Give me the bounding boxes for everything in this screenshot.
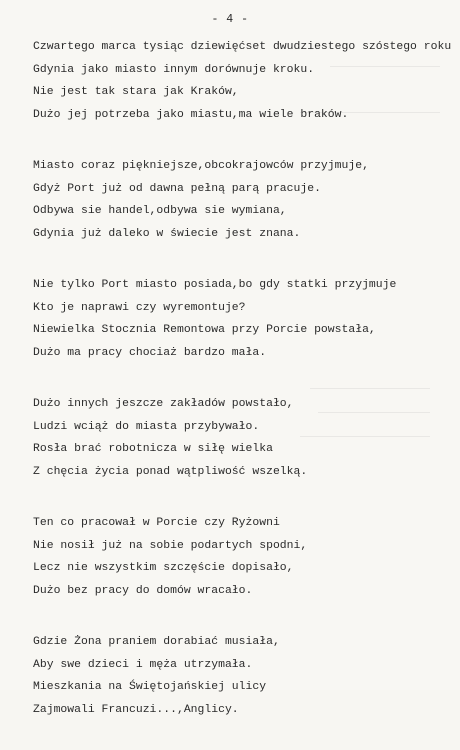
poem-line: Gdynia już daleko w świecie jest znana. [33,227,301,240]
stanza [33,631,453,721]
poem-line: Z chęcia życia ponad wątpliwość wszelką. [33,465,308,478]
poem-line: Mieszkania na Świętojańskiej ulicy [33,681,267,693]
poem-line: Gdzie Żona praniem dorabiać musiała, [33,636,280,648]
poem-line: Ludzi wciąż do miasta przybywało. [33,420,260,433]
stanza [33,393,453,483]
poem-line: Aby swe dzieci i męża utrzymała. [33,658,253,671]
poem-line: Czwartego marca tysiąc dziewięćset dwudziestego szóstego roku [33,41,452,53]
stanza [33,155,453,245]
page-number: - 4 - [211,13,249,26]
stanza [33,36,453,126]
poem-line: Nie tylko Port miasto posiada,bo gdy statki przyjmuje [33,279,397,291]
poem-line: Lecz nie wszystkim szczęście dopisało, [33,562,294,574]
poem-line: Miasto coraz piękniejsze,obcokrajowców przyjmuje, [33,160,369,172]
poem-line: Dużo bez pracy do domów wracało. [33,584,253,597]
poem-line: Dużo ma pracy chociaż bardzo mała. [33,346,267,359]
poem-line: Ten co pracował w Porcie czy Ryżowni [33,517,280,529]
poem-line: Gdynia jako miasto innym dorównuje kroku. [33,63,315,76]
poem-line: Rosła brać robotnicza w siłę wielka [33,443,273,455]
poem-line: Nie jest tak stara jak Kraków, [33,86,239,98]
poem-line: Kto je naprawi czy wyremontuje? [33,301,246,314]
poem-line: Dużo jej potrzeba jako miastu,ma wiele braków. [33,108,349,121]
poem-line: Dużo innych jeszcze zakładów powstało, [33,398,294,410]
poem-line: Nie nosił już na sobie podartych spodni, [33,539,308,552]
stanza [33,274,453,364]
stanza [33,512,453,602]
poem-line: Zajmowali Francuzi...,Anglicy. [33,703,239,716]
poem-line: Odbywa sie handel,odbywa sie wymiana, [33,205,287,217]
poem-line: Gdyż Port już od dawna pełną parą pracuje. [33,182,321,195]
poem-line: Niewielka Stocznia Remontowa przy Porcie powstała, [33,324,376,336]
poem [33,36,453,750]
